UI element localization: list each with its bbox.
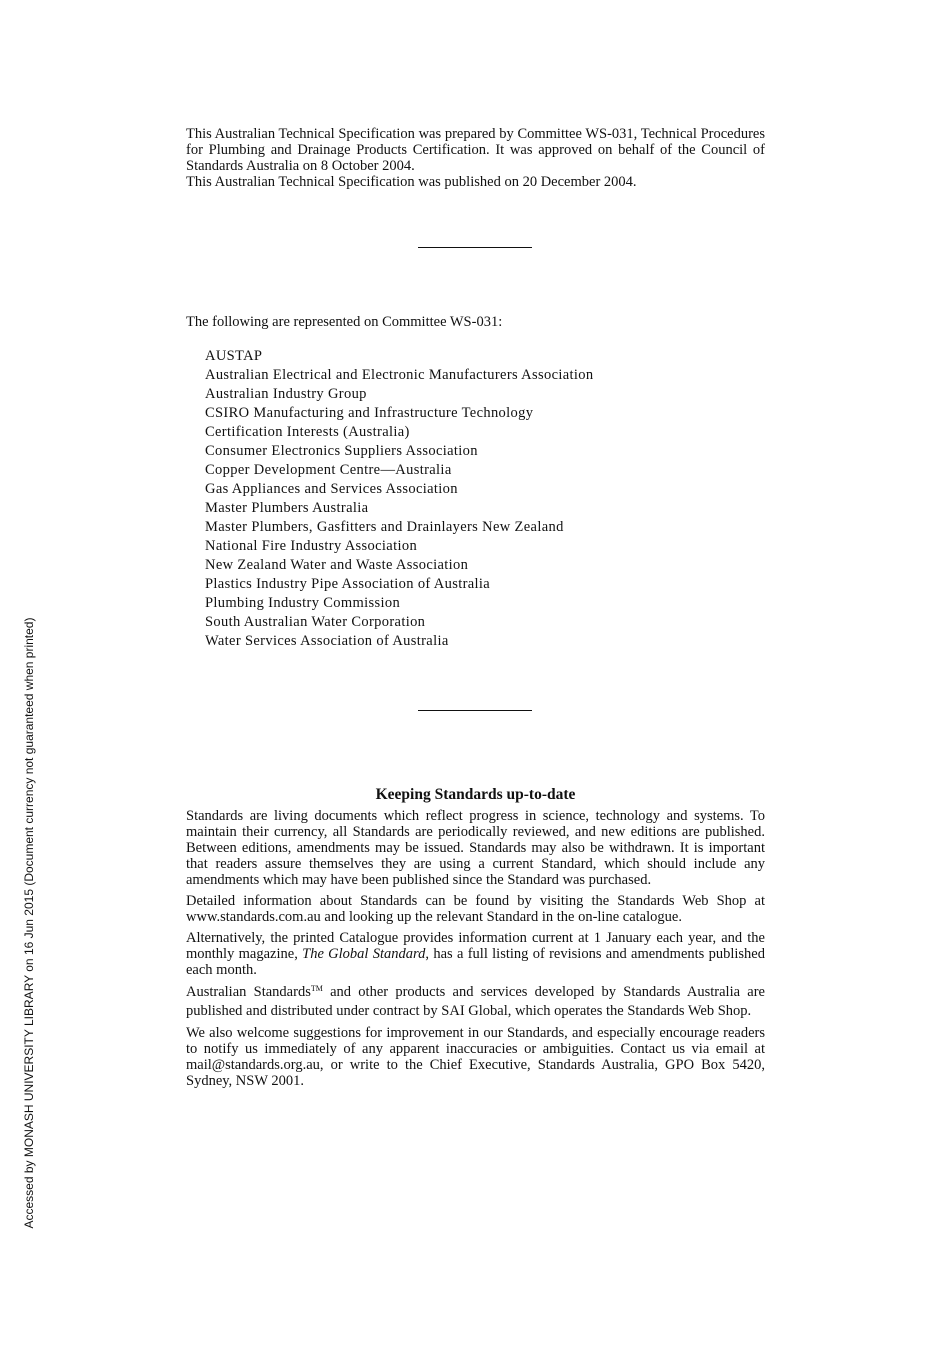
paragraph-sai-global: [186, 983, 765, 1020]
publication-date-text: This Australian Technical Specification was published on 20 December 2004.: [186, 174, 637, 190]
trademark-mark: TM: [310, 984, 323, 993]
committee-member-list: [205, 347, 594, 651]
catalogue-text-end: , has a full listing of revisions and amendments published each month.: [186, 946, 765, 978]
paragraph-living-documents: Standards are living documents which reflect progress in science, technology and systems. To maintain their currency, all Standards are periodically reviewed, and new editions are published. Between editions, amendments may be issued. Standards may also be withdrawn. It is important that readers assure themselves they are using a current Standard, which should include any amendments which may have been published since the Standard was purchased.: [186, 808, 765, 888]
paragraph-web-shop: Detailed information about Standards can be found by visiting the Standards Web Shop at www.standards.com.au and looking up the relevant Standard in the on-line catalogue.: [186, 893, 765, 925]
committee-member: New Zealand Water and Waste Association: [205, 557, 469, 573]
committee-member: Plumbing Industry Commission: [205, 595, 401, 611]
committee-member: Master Plumbers, Gasfitters and Drainlayers New Zealand: [205, 519, 564, 535]
preparation-note: [186, 126, 765, 190]
paragraph-catalogue: [186, 930, 765, 978]
committee-member: Australian Electrical and Electronic Manufacturers Association: [205, 367, 594, 383]
committee-intro: The following are represented on Committee WS-031:: [186, 314, 503, 330]
committee-member: AUSTAP: [205, 348, 263, 364]
section-divider: [418, 710, 532, 711]
section-heading: Keeping Standards up-to-date: [375, 786, 576, 803]
preparation-text: This Australian Technical Specification was prepared by Committee WS-031, Technical Procedures for Plumbing and Drainage Products Certification. It was approved on behalf of the Council of Standards Australia on 8 October 2004.: [186, 126, 765, 174]
committee-member: Certification Interests (Australia): [205, 424, 410, 440]
committee-member: Plastics Industry Pipe Association of Australia: [205, 576, 491, 592]
committee-member: Australian Industry Group: [205, 386, 367, 402]
committee-member: National Fire Industry Association: [205, 538, 418, 554]
sai-global-text: and other products and services developed by Standards Australia are published and distributed under contract by SAI Global, which operates the Standards Web Shop.: [186, 984, 765, 1019]
catalogue-text: Alternatively, the printed Catalogue provides information current at 1 January each year, and the monthly magazine,: [186, 930, 765, 962]
australian-standards-text: Australian Standards: [186, 984, 311, 1000]
committee-member: Water Services Association of Australia: [205, 633, 449, 649]
paragraph-suggestions: We also welcome suggestions for improvement in our Standards, and especially encourage readers to notify us immediately of any apparent inaccuracies or ambiguities. Contact us via email at mail@standards.org.au, or write to the Chief Executive, Standards Australia, GPO Box 5420, Sydney, NSW 2001.: [186, 1025, 765, 1089]
committee-member: South Australian Water Corporation: [205, 614, 426, 630]
keeping-standards-section: [186, 808, 765, 1094]
committee-member: CSIRO Manufacturing and Infrastructure Technology: [205, 405, 534, 421]
committee-member: Consumer Electronics Suppliers Association: [205, 443, 478, 459]
committee-member: Copper Development Centre—Australia: [205, 462, 452, 478]
magazine-title: The Global Standard: [302, 946, 426, 962]
section-divider: [418, 247, 532, 248]
access-notice: Accessed by MONASH UNIVERSITY LIBRARY on 16 Jun 2015 (Document currency not guaranteed when printed): [22, 617, 36, 1229]
committee-member: Master Plumbers Australia: [205, 500, 369, 516]
committee-member: Gas Appliances and Services Association: [205, 481, 458, 497]
